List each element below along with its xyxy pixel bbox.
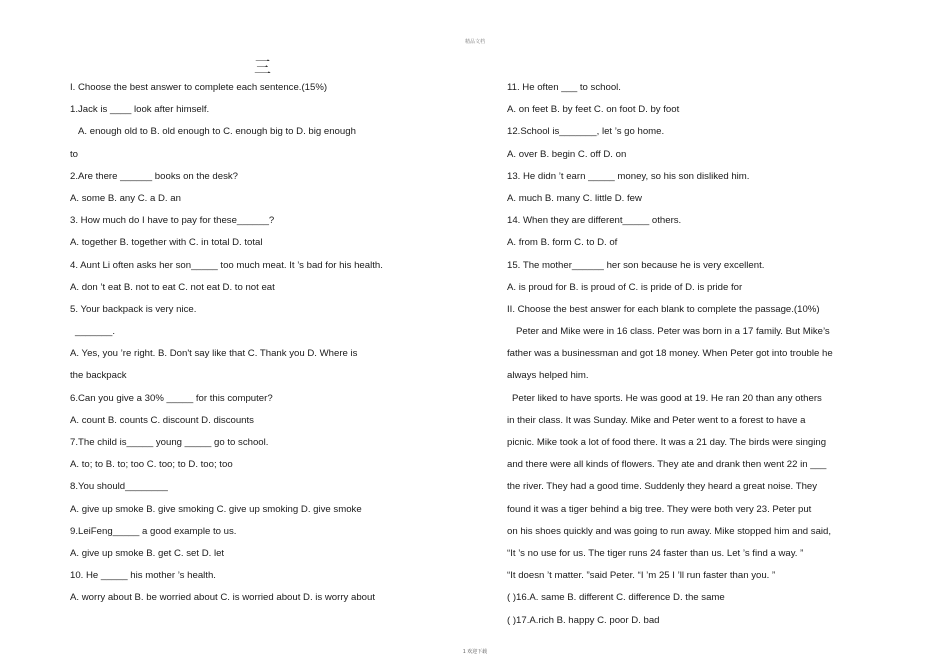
options-line: A. on feet B. by feet C. on foot D. by foot — [507, 104, 680, 116]
question-line: 5. Your backpack is very nice. — [70, 303, 197, 315]
passage-line: Peter and Mike were in 16 class. Peter was born in a 17 family. But Mike’s — [516, 326, 830, 338]
question-line: ( )16.A. same B. different C. difference D. the same — [507, 592, 725, 604]
passage-line: “It ’s no use for us. The tiger runs 24 faster than us. Let ’s find a way. ” — [507, 547, 804, 559]
passage-line: found it was a tiger behind a big tree. They were both very 23. Peter put — [507, 503, 812, 515]
section-heading: II. Choose the best answer for each blank to complete the passage.(10%) — [507, 303, 820, 315]
question-line: 10. He _____ his mother ’s health. — [70, 570, 216, 582]
options-line: A. much B. many C. little D. few — [507, 192, 642, 204]
question-line: 2.Are there ______ books on the desk? — [70, 170, 239, 182]
header-watermark: 精品文档 — [464, 39, 485, 45]
footer-watermark: 1 欢迎下载 — [462, 649, 488, 655]
options-line: the backpack — [70, 370, 127, 382]
passage-line: always helped him. — [507, 370, 589, 382]
question-line: 8.You should________ — [70, 481, 168, 493]
options-line: A. give up smoke B. give smoking C. give up smoking D. give smoke — [70, 503, 362, 515]
options-line: A. together B. together with C. in total D. total — [70, 237, 263, 249]
right-column — [507, 82, 899, 637]
options-line: A. worry about B. be worried about C. is worried about D. is worry about — [70, 592, 376, 604]
question-line: 1.Jack is ____ look after himself. — [70, 104, 210, 116]
question-line: 14. When they are different_____ others. — [507, 215, 682, 227]
passage-line: father was a businessman and got 18 money. When Peter got into trouble he — [507, 348, 833, 360]
page-title: 三 — [254, 58, 271, 78]
passage-line: and there were all kinds of flowers. They ate and drank then went 22 in ___ — [507, 459, 827, 471]
question-line: 13. He didn ’t earn _____ money, so his son disliked him. — [507, 170, 750, 182]
section-heading: I. Choose the best answer to complete each sentence.(15%) — [70, 82, 328, 93]
left-column — [70, 82, 462, 615]
question-line: ( )17.A.rich B. happy C. poor D. bad — [507, 614, 660, 626]
options-line: A. some B. any C. a D. an — [70, 192, 181, 204]
options-line: A. over B. begin C. off D. on — [507, 148, 627, 160]
options-line: A. count B. counts C. discount D. discounts — [70, 414, 254, 426]
options-line: A. is proud for B. is proud of C. is pride of D. is pride for — [507, 281, 743, 293]
options-line: A. to; to B. to; too C. too; to D. too; too — [70, 459, 233, 471]
options-line: A. give up smoke B. get C. set D. let — [70, 547, 225, 559]
question-line: 7.The child is_____ young _____ go to school. — [70, 437, 269, 448]
passage-line: Peter liked to have sports. He was good at 19. He ran 20 than any others — [512, 392, 822, 404]
passage-line: in their class. It was Sunday. Mike and Peter went to a forest to have a — [507, 414, 806, 426]
passage-line: the river. They had a good time. Suddenly they heard a great noise. They — [507, 481, 818, 493]
question-line: 15. The mother______ her son because he is very excellent. — [507, 259, 765, 271]
options-line: A. Yes, you ’re right. B. Don't say like that C. Thank you D. Where is — [70, 348, 358, 360]
question-line: 12.School is_______, let ’s go home. — [507, 126, 665, 138]
passage-line: on his shoes quickly and was going to run away. Mike stopped him and said, — [507, 525, 832, 537]
options-line: A. from B. form C. to D. of — [507, 237, 618, 249]
options-line: to — [70, 148, 79, 160]
options-line: A. enough old to B. old enough to C. enough big to D. big enough — [78, 126, 356, 138]
question-line: 11. He often ___ to school. — [507, 82, 621, 93]
question-line: 6.Can you give a 30% _____ for this computer? — [70, 392, 273, 404]
passage-line: “It doesn ’t matter. ”said Peter. “I ’m 25 I ’ll run faster than you. ” — [507, 570, 776, 582]
question-line: 3. How much do I have to pay for these______? — [70, 215, 275, 227]
options-line: A. don ’t eat B. not to eat C. not eat D. to not eat — [70, 281, 275, 293]
answer-blank: _______. — [75, 326, 116, 338]
passage-line: picnic. Mike took a lot of food there. It was a 21 day. The birds were singing — [507, 437, 827, 448]
question-line: 9.LeiFeng_____ a good example to us. — [70, 525, 237, 537]
question-line: 4. Aunt Li often asks her son_____ too much meat. It ’s bad for his health. — [70, 259, 383, 271]
